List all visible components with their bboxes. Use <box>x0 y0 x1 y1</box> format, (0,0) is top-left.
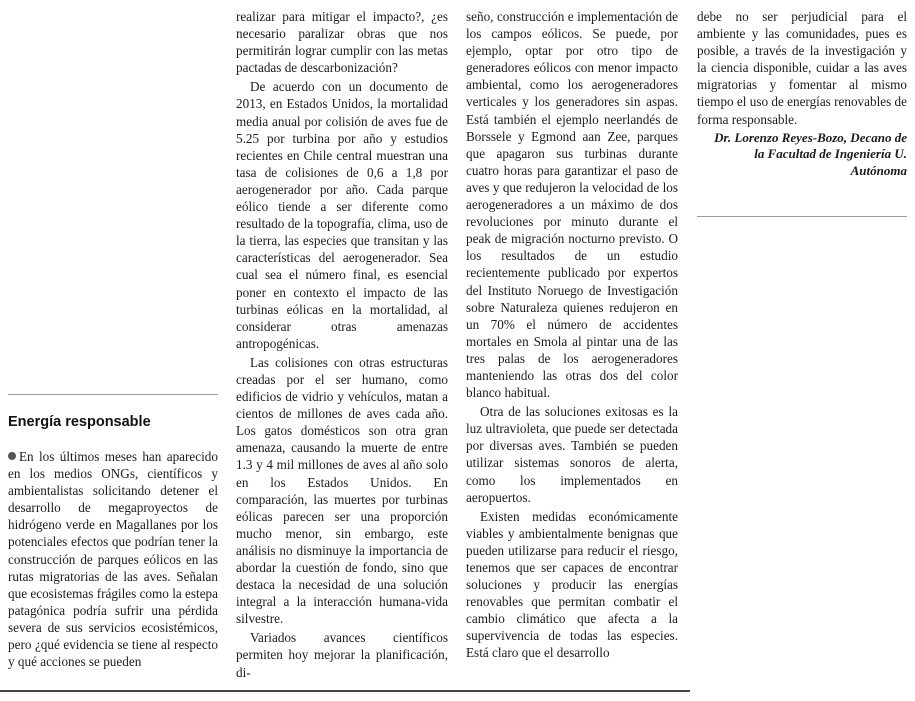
signature-rule <box>697 216 907 217</box>
col2-paragraph-4: Variados avances científicos permiten hoy mejorar la planificación, di- <box>236 630 448 680</box>
col3-paragraph-1: seño, construcción e implementación de los campos eólicos. Se puede, por ejemplo, optar por otro tipo de generadores eólicos con menor impacto ambiental, como los aerogeneradores verticales y los generadores sin aspas. Está también el ejemplo neerlandés de Borssele y Egmond aan Zee, parques que apagaron sus turbinas durante cuatro horas para garantizar el paso de aves y que redujeron la velocidad de los aerogeneradores a un máximo de dos revoluciones por minuto durante el peak de migración nocturno previsto. O los resultados de un estudio recientemente publicado por expertos del Instituto Noruego de Investigación sobre Naturaleza quienes redujeron en un 70% el número de accidentes mortales en Smola al pintar una de las tres palas de los aerogeneradores manteniendo las otras dos del color blanco habitual. <box>466 9 678 401</box>
column-1 <box>8 448 218 670</box>
col3-paragraph-2: Otra de las soluciones exitosas es la luz ultravioleta, que puede ser detectada por diversas aves. También se pueden utilizar sistemas sonoros de alerta, como los implementados en aeropuertos. <box>466 404 678 505</box>
col2-paragraph-2: De acuerdo con un documento de 2013, en Estados Unidos, la mortalidad media anual por colisión de aves fue de 5.25 por turbina por año y estudios recientes en Chile central muestran una tasa de colisiones de 0,6 a 1,8 por aerogenerador por año. Cada parque eólico tiende a ser diferente como resultado de la topografía, clima, uso de la tierra, las especies que transitan y las características del aerogenerador. Sea cual sea el número final, es esencial poner en contexto el impacto de las turbinas eólicas en la mortalidad, al considerar otras amenazas antropogénicas. <box>236 79 448 351</box>
section-top-rule <box>8 394 218 395</box>
bullet-icon <box>8 452 16 460</box>
author-signature: Dr. Lorenzo Reyes-Bozo, Decano de la Facultad de Ingeniería U. Autónoma <box>714 129 907 178</box>
section-heading: Energía responsable <box>8 414 151 430</box>
col2-paragraph-1: realizar para mitigar el impacto?, ¿es necesario paralizar obras que nos permitirán lograr cumplir con las metas pactadas de descarbonización? <box>236 9 448 76</box>
column-2 <box>236 8 448 681</box>
col2-paragraph-3: Las colisiones con otras estructuras creadas por el ser humano, como edificios de vidrio y vehículos, matan a cientos de millones de aves cada año. Los gatos domésticos son otra gran amenaza, causando la muerte de entre 1.3 y 4 mil millones de aves al año solo en los Estados Unidos. En comparación, las muertes por turbinas eólicas parecen ser una proporción mucho menor, sin embargo, este análisis no disminuye la importancia de abordar la cuestión de fondo, sino que destaca la necesidad de una solución integral a la interacción humana-vida silvestre. <box>236 354 448 627</box>
bottom-rule <box>0 690 690 692</box>
col4-paragraph-1: debe no ser perjudicial para el ambiente y las comunidades, pues es posible, a través de la investigación y la ciencia disponible, cuidar a las aves migratorias y fomentar al mismo tiempo el uso de energías renovables de forma responsable. <box>697 9 907 127</box>
col3-paragraph-3: Existen medidas económicamente viables y ambientalmente benignas que pueden utilizarse para reducir el riesgo, tenemos que ser capaces de encontrar soluciones y producir las energías renovables que permitan combatir el cambio climático que afecta a la supervivencia de todas las especies. Está claro que el desarrollo <box>466 508 678 661</box>
column-4 <box>697 8 907 179</box>
sidebar-body: En los últimos meses han aparecido en los medios ONGs, científicos y ambientalistas solicitando detener el desarrollo de megaproyectos de hidrógeno verde en Magallanes por los potenciales efectos que podrían tener la construcción de parques eólicos en las rutas migratorias de las aves. Señalan que ecosistemas frágiles como la estepa patagónica podría sufrir una pérdida severa de sus servicios ecosistémicos, pero ¿qué evidencia se tiene al respecto y qué acciones se pueden <box>8 449 218 670</box>
column-3 <box>466 8 678 662</box>
